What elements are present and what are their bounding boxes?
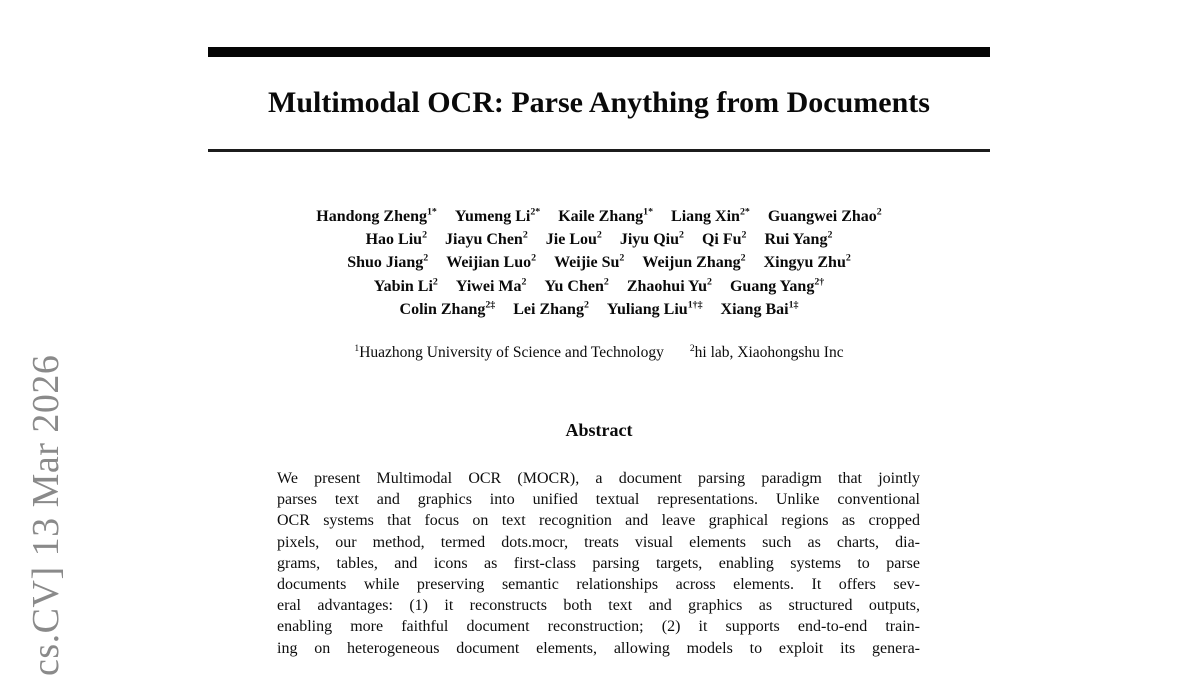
abstract-line: pixels, our method, termed dots.mocr, treats visual elements such as charts, dia- [277, 533, 920, 551]
author-name-superscript: 2* [530, 206, 541, 218]
author-name: Xingyu Zhu$^2$ [763, 253, 851, 272]
author-name: Xiang Bai$^{1\ddagger}$ [720, 299, 799, 318]
author-name-superscript: 2 [522, 229, 528, 241]
author-name-superscript: 2 [707, 276, 712, 288]
author-name-superscript: 2 [740, 253, 746, 265]
author-name: Colin Zhang$^{2\ddagger}$ [399, 299, 496, 318]
author-name-superscript: 2* [739, 206, 750, 218]
author-block [208, 205, 990, 321]
author-name: Yiwei Ma$^2$ [455, 276, 527, 295]
affiliation: $^2$hi lab, Xiaohongshu Inc [689, 342, 844, 361]
author-name: Jie Lou$^2$ [545, 229, 602, 249]
abstract-line: ing on heterogeneous document elements, allowing models to exploit its genera- [277, 639, 920, 657]
author-name-superscript: 2‡ [485, 299, 496, 311]
author-name: Jiyu Qiu$^2$ [619, 229, 684, 249]
author-name: Lei Zhang$^2$ [513, 299, 589, 318]
author-line [208, 205, 990, 228]
author-name: Yumeng $Li^{2*}$ [454, 206, 541, 225]
author-name-superscript: 2 [422, 229, 428, 241]
author-name-superscript: 2 [619, 253, 625, 265]
author-name-superscript: 2 [521, 276, 527, 288]
title-block-top-bar [208, 47, 990, 57]
author-name-superscript: 2 [603, 276, 609, 288]
author-name-superscript: 1* [426, 206, 437, 218]
author-name: Weijian Luo$^2$ [446, 253, 537, 272]
author-name-superscript: 2 [678, 229, 684, 241]
author-name: Shuo Jiang$^2$ [347, 253, 429, 272]
author-name: Guang Yang$^{2\dagger}$ [729, 276, 825, 295]
author-name-superscript: 1†‡ [687, 299, 703, 311]
author-name: Liang Xin$^{2*}$ [671, 206, 750, 225]
author-name: Jiayu Chen$^2$ [445, 229, 528, 249]
arxiv-sidebar-watermark: cs.CV] 13 Mar 2026 [25, 354, 67, 676]
affiliations [208, 344, 990, 362]
author-name-superscript: 2 [432, 276, 438, 288]
abstract-line: OCR systems that focus on text recognition and leave graphical regions as cropped [277, 512, 920, 530]
abstract-heading: Abstract [565, 420, 633, 440]
paper-title: Multimodal OCR: Parse Anything from Documents [268, 86, 930, 119]
author-name: Hao Liu$^2$ [365, 229, 428, 249]
author-line [208, 298, 990, 321]
title-block-bottom-rule [208, 149, 990, 152]
author-name: Weijie Su$^2$ [554, 253, 625, 272]
author-line [208, 251, 990, 274]
author-name-superscript: 2 [741, 229, 747, 241]
abstract-line: eral advantages: (1) it reconstructs both text and graphics as structured outputs, [277, 597, 920, 615]
author-name: Weijun Zhang$^2$ [642, 253, 746, 272]
author-name: Zhaohui Yu$^2$ [626, 276, 712, 295]
author-name: Yu Chen$^2$ [544, 276, 609, 295]
abstract-line: We present Multimodal OCR (MOCR), a document parsing paradigm that jointly [277, 470, 920, 487]
author-name-superscript: 2 [827, 229, 833, 241]
author-name-superscript: 2 [845, 253, 851, 265]
author-name: Guangwei Zhao$^2$ [767, 206, 882, 225]
author-name-superscript: 2 [596, 229, 602, 241]
affiliation-superscript: 1 [354, 342, 360, 354]
author-name-superscript: 1‡ [788, 299, 799, 311]
author-name-superscript: 2 [423, 253, 429, 265]
author-name: Qi Fu$^2$ [701, 229, 747, 249]
author-line [208, 228, 990, 251]
author-name-superscript: 2 [583, 299, 589, 311]
author-line [208, 275, 990, 298]
abstract-line: grams, tables, and icons as first-class parsing targets, enabling systems to parse [277, 554, 920, 572]
author-name-superscript: 1* [643, 206, 654, 218]
author-name: Kaile Zhang$^{1*}$ [558, 206, 654, 225]
abstract-line: parses text and graphics into unified textual representations. Unlike conventional [277, 491, 920, 509]
author-name: Handong Zheng$^{1*}$ [316, 206, 437, 225]
affiliation: $^1$Huazhong University of Science and Technology [354, 342, 664, 361]
abstract-line: documents while preserving semantic relationships across elements. It offers sev- [277, 576, 920, 594]
author-name-superscript: 2† [814, 276, 825, 288]
author-name: Yuliang Liu$^{1\dagger\ddagger}$ [606, 299, 703, 318]
author-name: Rui Yang$^2$ [764, 229, 833, 249]
author-name: Yabin Li$^2$ [373, 276, 438, 295]
author-name-superscript: 2 [876, 206, 882, 218]
abstract-line: enabling more faithful document reconstruction; (2) it supports end-to-end train- [277, 618, 920, 636]
abstract-text [277, 468, 920, 659]
author-name-superscript: 2 [531, 253, 537, 265]
affiliation-superscript: 2 [689, 342, 695, 354]
